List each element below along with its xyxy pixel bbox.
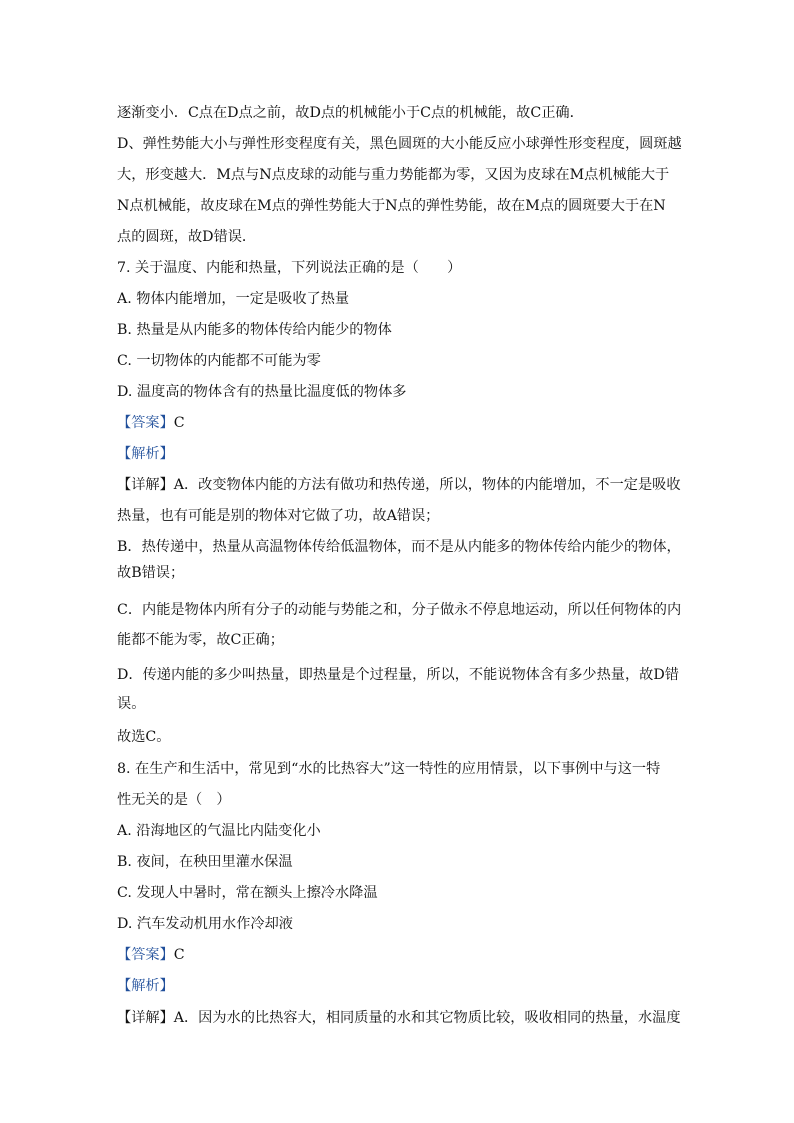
question-8-stem-cont: 性无关的是（ ）: [117, 792, 231, 808]
question-7-answer: [117, 413, 682, 433]
question-8-option-d: D. 汽车发动机用水作冷却液: [117, 916, 293, 932]
text-line: 故选C。: [117, 729, 171, 745]
text-line: 【详解】A．改变物体内能的方法有做功和热传递，所以，物体的内能增加，不一定是吸收: [117, 477, 681, 493]
text-line: B．热传递中，热量从高温物体传给低温物体，而不是从内能多的物体传给内能少的物体，: [117, 539, 681, 555]
answer-label: 【答案】: [117, 415, 174, 431]
text-line: N点机械能，故皮球在M点的弹性势能大于N点的弹性势能，故在M点的圆斑要大于在N: [117, 198, 666, 214]
text-line: D、弹性势能大小与弹性形变程度有关，黑色圆斑的大小能反应小球弹性形变程度，圆斑越: [117, 136, 682, 152]
text-line: 误。: [117, 696, 146, 712]
analysis-label: 【解析】: [117, 446, 174, 462]
text-line: 点的圆斑，故D错误．: [117, 229, 257, 245]
answer-label: 【答案】: [117, 947, 174, 963]
question-7-option-a: A. 物体内能增加，一定是吸收了热量: [117, 291, 350, 307]
question-8-stem: 8. 在生产和生活中，常见到“水的比热容大”这一特性的应用情景，以下事例中与这一特: [117, 761, 661, 777]
answer-value: C: [173, 947, 185, 963]
question-7-option-c: C. 一切物体的内能都不可能为零: [117, 353, 321, 369]
question-8-option-a: A. 沿海地区的气温比内陆变化小: [117, 823, 321, 839]
question-7-stem: 7. 关于温度、内能和热量，下列说法正确的是（ ）: [117, 260, 462, 276]
question-7-option-b: B. 热量是从内能多的物体传给内能少的物体: [117, 322, 392, 338]
text-line: 大，形变越大．M点与N点皮球的动能与重力势能都为零，又因为皮球在M点机械能大于: [117, 167, 670, 183]
text-line: 故B错误；: [117, 565, 185, 581]
text-line: C．内能是物体内所有分子的动能与势能之和，分子做永不停息地运动，所以任何物体的内: [117, 602, 682, 618]
question-8-answer: [117, 945, 682, 965]
text-line: 【详解】A．因为水的比热容大，相同质量的水和其它物质比较，吸收相同的热量，水温度: [117, 1010, 681, 1026]
question-8-option-c: C. 发现人中暑时，常在额头上擦冷水降温: [117, 885, 378, 901]
text-line: 热量，也有可能是别的物体对它做了功，故A错误；: [117, 508, 440, 524]
text-line: 能都不能为零，故C正确；: [117, 632, 284, 648]
text-line: 逐渐变小．C点在D点之前，故D点的机械能小于C点的机械能，故C正确．: [117, 105, 584, 121]
analysis-label: 【解析】: [117, 978, 174, 994]
question-7-option-d: D. 温度高的物体含有的热量比温度低的物体多: [117, 384, 407, 400]
question-8-option-b: B. 夜间，在秧田里灌水保温: [117, 854, 293, 870]
text-line: D．传递内能的多少叫热量，即热量是个过程量，所以，不能说物体含有多少热量，故D错: [117, 667, 679, 683]
answer-value: C: [173, 415, 185, 431]
